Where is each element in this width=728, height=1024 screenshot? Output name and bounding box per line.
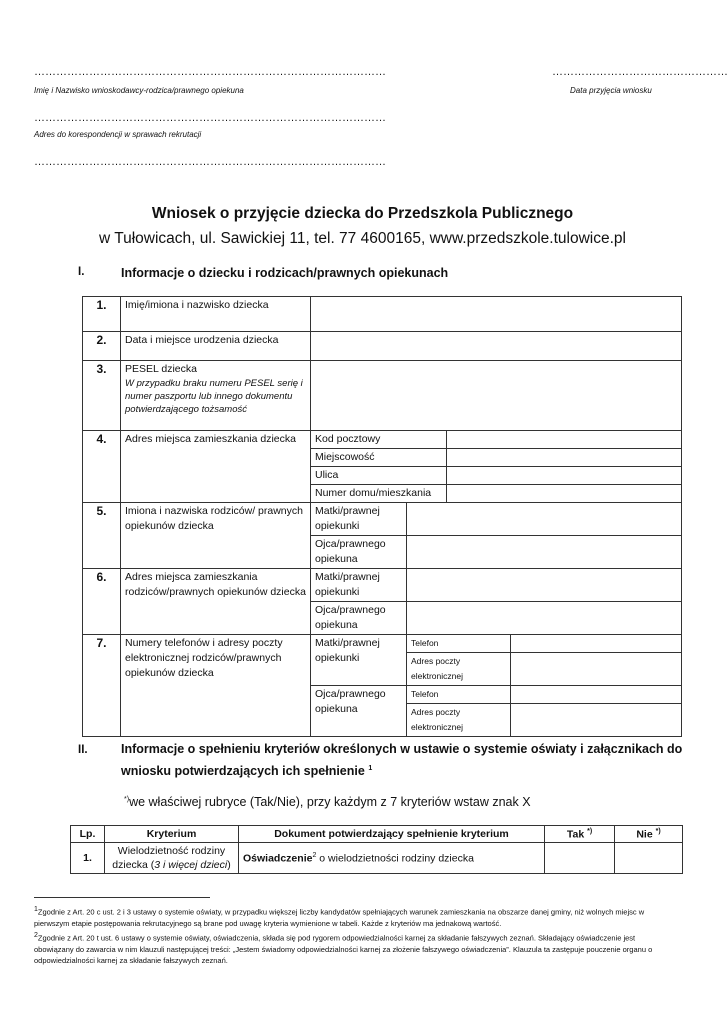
table-row xyxy=(83,431,682,449)
father-phone-field[interactable] xyxy=(511,686,682,704)
street-label: Ulica xyxy=(311,467,447,485)
mother-email-label: Adres poczty elektronicznej xyxy=(407,653,511,686)
form-title: Wniosek o przyjęcie dziecka do Przedszkola Publicznego xyxy=(151,205,574,222)
father-label: Ojca/prawnego opiekuna xyxy=(311,602,407,635)
table-row xyxy=(83,297,682,332)
table-row xyxy=(83,503,682,536)
yes-checkbox-cell[interactable] xyxy=(545,843,615,874)
footnote-divider xyxy=(34,897,210,898)
form-subtitle: w Tułowicach, ul. Sawickiej 11, tel. 77 4600165, www.przedszkole.tulowice.pl xyxy=(99,230,626,247)
header-yes xyxy=(545,826,615,843)
criteria-table xyxy=(70,825,683,874)
row-label: Imiona i nazwiska rodziców/ prawnych opiekunów dziecka xyxy=(121,503,311,569)
row-number: 3. xyxy=(83,361,121,431)
mother-label: Matki/prawnej opiekunki xyxy=(311,503,407,536)
criterion-text: dziecka ( xyxy=(112,859,155,871)
postal-code-field[interactable] xyxy=(447,431,682,449)
postal-code-label: Kod pocztowy xyxy=(311,431,447,449)
mother-label: Matki/prawnej opiekunki xyxy=(311,635,407,686)
header-document: Dokument potwierdzający spełnienie kryterium xyxy=(239,826,545,843)
table-row xyxy=(71,843,683,874)
pesel-field[interactable] xyxy=(311,361,682,431)
table-row xyxy=(83,635,682,653)
address-line[interactable]: …………………………………………………………………………………… xyxy=(34,112,386,124)
footnote-number: 1 xyxy=(34,906,38,913)
row-number: 2. xyxy=(83,332,121,361)
name-line[interactable]: …………………………………………………………………………………… xyxy=(34,66,386,78)
table-row xyxy=(83,569,682,602)
criterion-close: ) xyxy=(227,859,231,871)
criterion-cell xyxy=(105,843,239,874)
house-number-field[interactable] xyxy=(447,485,682,503)
father-email-label: Adres poczty elektronicznej xyxy=(407,704,511,737)
criterion-italic: 3 i więcej dzieci xyxy=(154,859,228,871)
row-label: Imię/imiona i nazwisko dziecka xyxy=(121,297,311,332)
row-label: Data i miejsce urodzenia dziecka xyxy=(121,332,311,361)
footnote-ref: 2 xyxy=(312,851,317,859)
address-line-2[interactable]: …………………………………………………………………………………… xyxy=(34,156,386,168)
footnote-2 xyxy=(34,930,674,966)
footnote-text: Zgodnie z Art. 20 t ust. 6 ustawy o systemie oświaty, oświadczenia, składa się pod rygorem odpowiedzialności karnej za składanie fałszywych zeznań. Składający oświadczenie jest obowiązany do zawarcia w nim klauzuli następującej treści: „Jestem świadomy odpowiedzialności karnej za złożenie fałszywego oświadczenia”. Klauzula ta zastępuje pouczenie organu o odpowiedzialności karnej za składanie fałszywych zeznań. xyxy=(34,933,653,965)
row-label: Numery telefonów i adresy poczty elektronicznej rodziców/prawnych opiekunów dziecka xyxy=(121,635,311,737)
father-phone-label: Telefon xyxy=(407,686,511,704)
mother-name-field[interactable] xyxy=(407,503,682,536)
footnote-number: 2 xyxy=(34,932,38,939)
instruction xyxy=(124,795,531,809)
mother-phone-label: Telefon xyxy=(407,635,511,653)
row-number: 4. xyxy=(83,431,121,503)
pesel-label: PESEL dziecka xyxy=(125,363,197,375)
section2-title xyxy=(121,739,691,781)
house-number-label: Numer domu/mieszkania xyxy=(311,485,447,503)
header-lp: Lp. xyxy=(71,826,105,843)
mother-email-field[interactable] xyxy=(511,653,682,686)
child-info-table xyxy=(82,296,682,737)
birth-date-place-field[interactable] xyxy=(311,332,682,361)
star-mark: *) xyxy=(587,827,593,835)
header-no xyxy=(615,826,683,843)
mother-label: Matki/prawnej opiekunki xyxy=(311,569,407,602)
star-mark: *) xyxy=(124,795,130,803)
row-number: 5. xyxy=(83,503,121,569)
father-address-field[interactable] xyxy=(407,602,682,635)
section1-title: Informacje o dziecku i rodzicach/prawnych opiekunach xyxy=(121,266,449,280)
header-yes-text: Tak xyxy=(566,828,585,841)
father-label: Ojca/prawnego opiekuna xyxy=(311,686,407,737)
child-name-field[interactable] xyxy=(311,297,682,332)
table-header-row xyxy=(71,826,683,843)
section2-number: II. xyxy=(78,744,88,756)
footnote-1 xyxy=(34,904,674,929)
father-name-field[interactable] xyxy=(407,536,682,569)
address-caption: Adres do korespondencji w sprawach rekrutacji xyxy=(34,130,202,139)
father-label: Ojca/prawnego opiekuna xyxy=(311,536,407,569)
mother-address-field[interactable] xyxy=(407,569,682,602)
date-line[interactable]: ………………………………………… xyxy=(552,66,728,78)
table-row xyxy=(83,332,682,361)
table-row xyxy=(83,361,682,431)
father-email-field[interactable] xyxy=(511,704,682,737)
criterion-line-2 xyxy=(109,858,234,872)
instruction-text: we właściwej rubryce (Tak/Nie), przy każdym z 7 kryteriów wstaw znak X xyxy=(129,795,531,809)
row-number: 6. xyxy=(83,569,121,635)
row-label: Adres miejsca zamieszkania dziecka xyxy=(121,431,311,503)
criterion-line-1: Wielodzietność rodziny xyxy=(117,845,226,857)
city-label: Miejscowość xyxy=(311,449,447,467)
row-lp: 1. xyxy=(71,843,105,874)
row-label: Adres miejsca zamieszkania rodziców/prawnych opiekunów dziecka xyxy=(121,569,311,635)
city-field[interactable] xyxy=(447,449,682,467)
pesel-note: W przypadku braku numeru PESEL serię i numer paszportu lub innego dokumentu potwierdzającego tożsamość xyxy=(125,378,303,415)
name-caption: Imię i Nazwisko wnioskodawcy-rodzica/prawnego opiekuna xyxy=(34,86,244,95)
no-checkbox-cell[interactable] xyxy=(615,843,683,874)
mother-phone-field[interactable] xyxy=(511,635,682,653)
row-number: 1. xyxy=(83,297,121,332)
date-caption: Data przyjęcia wniosku xyxy=(570,86,652,95)
section2-title-text: Informacje o spełnieniu kryteriów określonych w ustawie o systemie oświaty i załącznikach do wniosku potwierdzających ich spełnienie xyxy=(121,742,683,779)
footnote-ref: 1 xyxy=(368,765,373,772)
row-label xyxy=(121,361,311,431)
section1-number: I. xyxy=(78,266,85,278)
document-cell xyxy=(239,843,545,874)
star-mark: *) xyxy=(655,827,661,835)
footnote-text: Zgodnie z Art. 20 c ust. 2 i 3 ustawy o systemie oświaty, w przypadku większej liczby kandydatów spełniających warunek zamieszkania na obszarze danej gminy, niż wolnych miejsc w pierwszym etapie postępowania rekrutacyjnego są brane pod uwagę kryteria wymienione w tabeli. Każde z kryteriów ma jednakową wartość. xyxy=(34,907,645,928)
document-text: o wielodzietności rodziny dziecka xyxy=(316,852,474,865)
header-criterion: Kryterium xyxy=(105,826,239,843)
street-field[interactable] xyxy=(447,467,682,485)
header-no-text: Nie xyxy=(636,828,653,841)
document-bold: Oświadczenie xyxy=(243,852,313,865)
row-number: 7. xyxy=(83,635,121,737)
